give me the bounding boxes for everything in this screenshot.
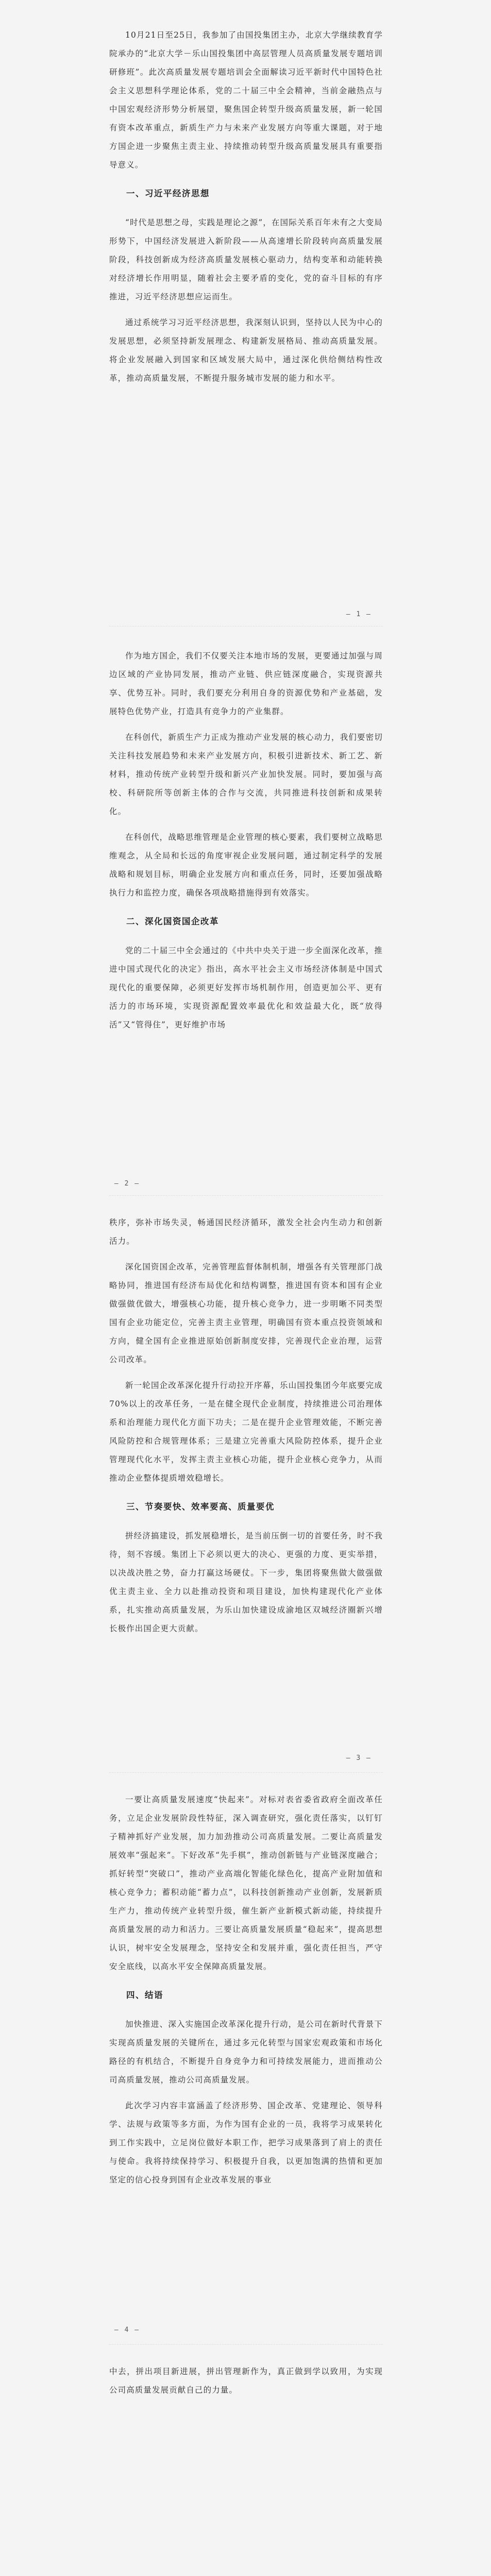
page-number: — 2 — <box>114 1180 140 1188</box>
paragraph: 通过系统学习习近平经济思想，我深刻认识到，坚持以人民为中心的发展思想，必须坚持新发展理念、构建新发展格局、推动高质量发展。将企业发展融入到国家和区域发展大局中，通过深化供给侧结构性改革，推动高质量发展，不断提升服务城市发展的能力和水平。 <box>109 318 383 383</box>
paragraph: 作为地方国企，我们不仅要关注本地市场的发展，更要通过加强与周边区域的产业协同发展，推动产业链、供应链深度融合，实现资源共享、优势互补。同时，我们要充分利用自身的资源优势和产业基础，发展特色优势产业，打造具有竞争力的产业集群。 <box>109 651 383 716</box>
page-divider <box>109 1195 383 1196</box>
page-1 <box>0 26 491 387</box>
page-number: — 4 — <box>114 2326 140 2334</box>
section-heading: 三、节奏要快、效率要高、质量要优 <box>126 1502 275 1512</box>
paragraph: 一要让高质量发展速度“快起来”。对标对表省委省政府全面改革任务，立足企业发展阶段性特征，深入调查研究，强化责任落实，以钉钉子精神抓好产业发展，加力加劲推动公司高质量发展。二要让高质量发展效率“强起来”。下好改革“先手棋”，推动创新链与产业链深度融合；抓好转型“突破口”，推动产业高端化智能化绿色化，提高产业附加值和核心竞争力；蓄积动能“蓄力点”，以科技创新推动产业创新，发展新质生产力，推动传统产业转型升级，催生新产业新模式新动能，持续提升高质量发展的动力和活力。三要让高质量发展质量“稳起来”，提高思想认识，树牢安全发展理念，坚持安全和发展并重，强化责任担当，严守安全底线，以高水平安全保障高质量发展。 <box>109 1795 383 1971</box>
page-4 <box>0 1790 491 2189</box>
page-divider <box>109 1772 383 1773</box>
paragraph: 10月21日至25日，我参加了由国投集团主办，北京大学继续教育学院承办的“北京大学－乐山国投集团中高层管理人员高质量发展专题培训研修班”。此次高质量发展专题培训会全面解读习近平新时代中国特色社会主义思想科学理论体系，党的二十届三中全会精神，当前金融热点与中国宏观经济形势分析展望，聚焦国企转型升级高质量发展，新一轮国有资本改革重点，新质生产力与未来产业发展方向等重大课题，对于地方国企进一步聚焦主责主业、持续推动转型升级高质量发展具有重要指导意义。 <box>109 30 383 170</box>
paragraph: 此次学习内容丰富涵盖了经济形势、国企改革、党建理论、领导科学、法规与政策等多方面，为作为国有企业的一员，我将学习成果转化到工作实践中，立足岗位做好本职工作，把学习成果落到了肩上的责任与使命。我将持续保持学习、积极提升自我，以更加饱满的热情和更加坚定的信心投身到国有企业改革发展的事业 <box>109 2101 383 2184</box>
paragraph: 秩序，弥补市场失灵，畅通国民经济循环，激发全社会内生动力和创新活力。 <box>109 1218 383 1246</box>
page-number: — 1 — <box>346 611 371 618</box>
paragraph: 新一轮国企改革深化提升行动拉开序幕，乐山国投集团今年底要完成70%以上的改革任务，一是在健全现代企业制度，持续推进公司治理体系和治理能力现代化方面下功夫；二是在提升企业管理效能，不断完善风险防控和合规管理体系；三是建立完善重大风险防控体系，提升企业管理现代化水平，发挥主责主业核心功能，提升企业核心竞争力，从而推动企业整体提质增效稳增长。 <box>109 1381 383 1483</box>
paragraph: 中去，拼出项目新进展，拼出管理新作为，真正做到学以致用，为实现公司高质量发展贡献自己的力量。 <box>109 2367 383 2395</box>
paragraph: 拼经济搞建设，抓发展稳增长，是当前压倒一切的首要任务，时不我待，刻不容缓。集团上下必须以更大的决心、更强的力度、更实举措，以决战决胜之势，奋力打赢这场硬仗。下一步，集团将聚焦做大做强做优主责主业、全力以赴推动投资和项目建设，加快构建现代化产业体系，扎实推动高质量发展，为乐山加快建设成渝地区双城经济圈新兴增长极作出国企更大贡献。 <box>109 1531 383 1633</box>
paragraph: 在科创代，战略思维管理是企业管理的核心要素，我们要树立战略思维观念，从全局和长远的角度审视企业发展问题，通过制定科学的发展战略和规划目标，明确企业发展方向和重点任务，同时，还要加强战略执行力和监控力度，确保各项战略措施得到有效落实。 <box>109 833 383 897</box>
section-heading: 一、习近平经济思想 <box>126 189 210 198</box>
page-3 <box>0 1213 491 1638</box>
paragraph: 加快推进、深入实施国企改革深化提升行动，是公司在新时代背景下实现高质量发展的关键所在，通过多元化转型与国家宏观政策和市场化路径的有机结合，不断提升自身竞争力和可持续发展能力，进而推动公司高质量发展，推动公司高质量发展。 <box>109 2020 383 2084</box>
paragraph: “时代是思想之母，实践是理论之源”，在国际关系百年未有之大变局形势下，中国经济发展进入新阶段——从高速增长阶段转向高质量发展阶段，科技创新成为经济高质量发展核心驱动力，结构变革和动能转换对经济增长作用明显，随着社会主要矛盾的变化，党的奋斗目标的有序推进，习近平经济思想应运而生。 <box>109 218 383 301</box>
page-2 <box>0 647 491 1034</box>
paragraph: 党的二十届三中全会通过的《中共中央关于进一步全面深化改革，推进中国式现代化的决定》指出，高水平社会主义市场经济体制是中国式现代化的重要保障，必须更好发挥市场机制作用，创造更加公平、更有活力的市场环境，实现资源配置效率最优化和效益最大化，既“放得活”又“管得住”，更好维护市场 <box>109 946 383 1029</box>
section-heading: 二、深化国资国企改革 <box>126 917 219 926</box>
page-5 <box>0 2362 491 2399</box>
paragraph: 在科创代，新质生产力正成为推动产业发展的核心动力，我们要密切关注科技发展趋势和未来产业发展方向，积极引进新技术、新工艺、新材料，推动传统产业转型升级和新兴产业加快发展。同时，要加强与高校、科研院所等创新主体的合作与交流，共同推进科技创新和成果转化。 <box>109 733 383 816</box>
page-divider <box>109 2344 383 2345</box>
section-heading: 四、结语 <box>126 1990 163 2000</box>
page-number: — 3 — <box>346 1754 371 1762</box>
paragraph: 深化国资国企改革，完善管理监督体制机制，增强各有关管理部门战略协同，推进国有经济布局优化和结构调整，推进国有资本和国有企业做强做优做大，增强核心功能，提升核心竞争力，进一步明晰不同类型国有企业功能定位，完善主责主业管理，明确国有资本重点投资领域和方向，健全国有企业推进原始创新制度安排，完善现代企业治理，运营公司改革。 <box>109 1262 383 1364</box>
